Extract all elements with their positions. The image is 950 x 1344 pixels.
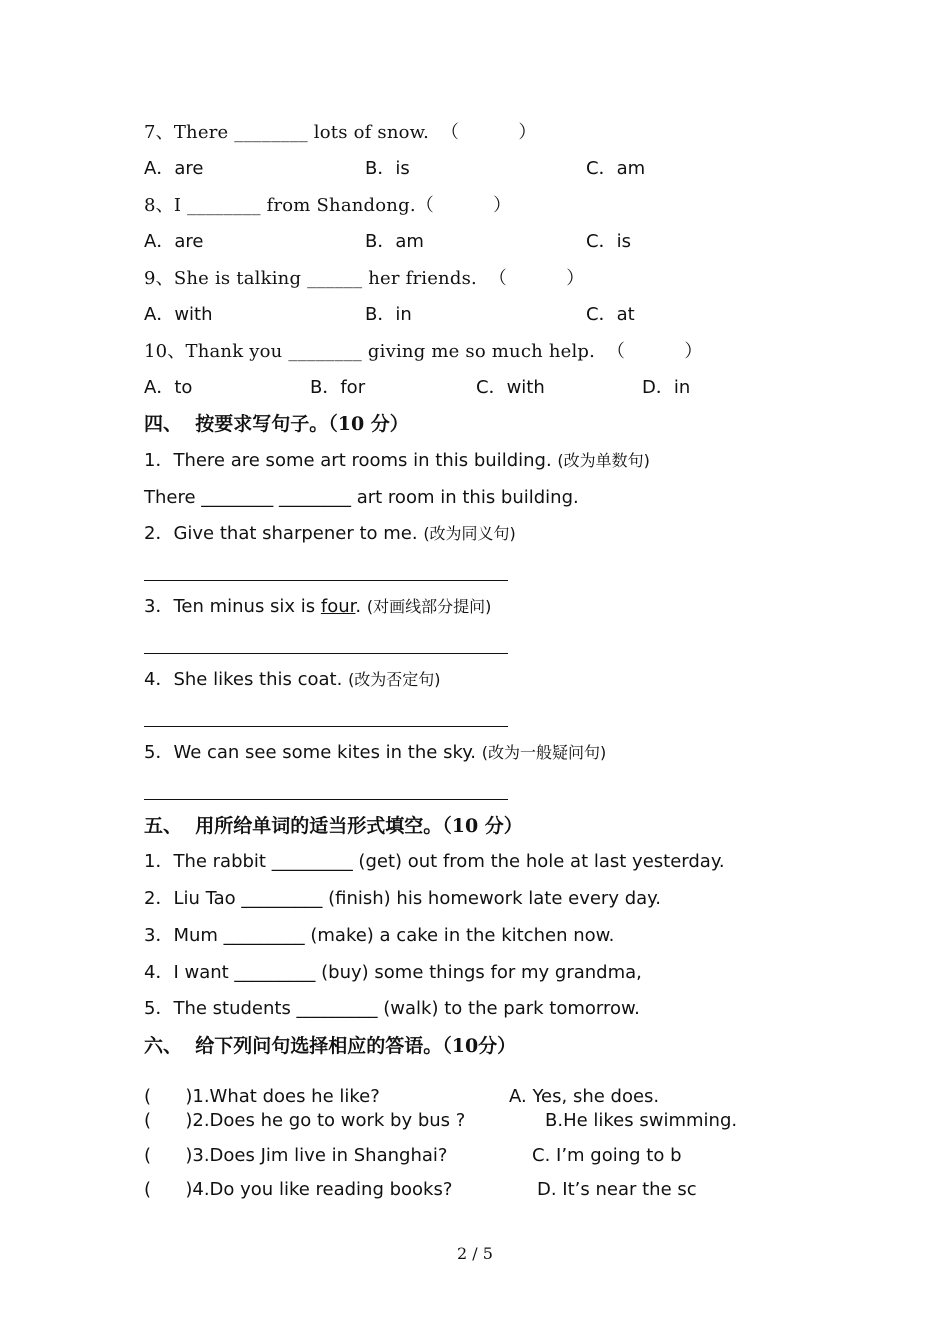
q7-option-c: C．am	[586, 158, 646, 179]
q10-option-b: B．for	[310, 377, 366, 398]
s4-question-1: 1．There are some art rooms in this building. (改为单数句)	[144, 450, 650, 471]
section-6-heading: 六、 给下列问句选择相应的答语。（10分）	[144, 1035, 517, 1057]
q9-option-b: B．in	[365, 304, 412, 325]
section-5-heading: 五、 用所给单词的适当形式填空。（10 分）	[144, 815, 523, 837]
s6-question-1: ( )1.What does he like?	[144, 1086, 380, 1107]
q7-option-b: B．is	[365, 158, 410, 179]
section-4-heading: 四、 按要求写句子。（10 分）	[144, 413, 409, 435]
s6-answer-a: A. Yes, she does.	[509, 1086, 660, 1107]
s5-item-3: 3．Mum _________ (make) a cake in the kitchen now.	[144, 925, 615, 946]
s6-answer-c: C. I’m going to b	[532, 1145, 682, 1166]
answer-line-5	[144, 799, 508, 800]
s5-item-4: 4．I want _________ (buy) some things for my grandma,	[144, 962, 642, 983]
s6-question-4: ( )4.Do you like reading books?	[144, 1179, 453, 1200]
s5-item-1: 1．The rabbit _________ (get) out from the hole at last yesterday.	[144, 851, 725, 872]
answer-line-2	[144, 580, 508, 581]
page-number: 2 / 5	[457, 1244, 493, 1263]
underlined-word: four	[320, 596, 356, 617]
q10-option-d: D．in	[642, 377, 691, 398]
q8-option-b: B．am	[365, 231, 424, 252]
s6-question-3: ( )3.Does Jim live in Shanghai?	[144, 1145, 448, 1166]
s6-answer-b: B.He likes swimming.	[545, 1110, 738, 1131]
s5-item-2: 2．Liu Tao _________ (finish) his homework late every day.	[144, 888, 661, 909]
question-9: 9、She is talking ______ her friends. （ ）	[144, 268, 585, 289]
question-7: 7、There ________ lots of snow. （ ）	[144, 122, 537, 143]
q8-option-c: C．is	[586, 231, 631, 252]
s4-question-5: 5．We can see some kites in the sky. (改为一般疑问句)	[144, 742, 607, 763]
s5-item-5: 5．The students _________ (walk) to the park tomorrow.	[144, 998, 640, 1019]
q10-option-a: A．to	[144, 377, 193, 398]
s6-answer-d: D. It’s near the sc	[537, 1179, 697, 1200]
s4-question-4: 4．She likes this coat. (改为否定句)	[144, 669, 441, 690]
q9-option-c: C．at	[586, 304, 635, 325]
s6-question-2: ( )2.Does he go to work by bus ?	[144, 1110, 466, 1131]
answer-line-3	[144, 653, 508, 654]
s4-question-1-answer: There ________ ________ art room in this building.	[144, 487, 579, 508]
question-10: 10、Thank you ________ giving me so much help. （ ）	[144, 341, 703, 362]
answer-line-4	[144, 726, 508, 727]
s4-question-2: 2．Give that sharpener to me. (改为同义句)	[144, 523, 516, 544]
question-8: 8、I ________ from Shandong.（ ）	[144, 195, 512, 216]
q8-option-a: A．are	[144, 231, 204, 252]
s4-question-3: 3．Ten minus six is four. (对画线部分提问)	[144, 596, 492, 617]
q7-option-a: A．are	[144, 158, 204, 179]
q9-option-a: A．with	[144, 304, 213, 325]
q10-option-c: C．with	[476, 377, 545, 398]
